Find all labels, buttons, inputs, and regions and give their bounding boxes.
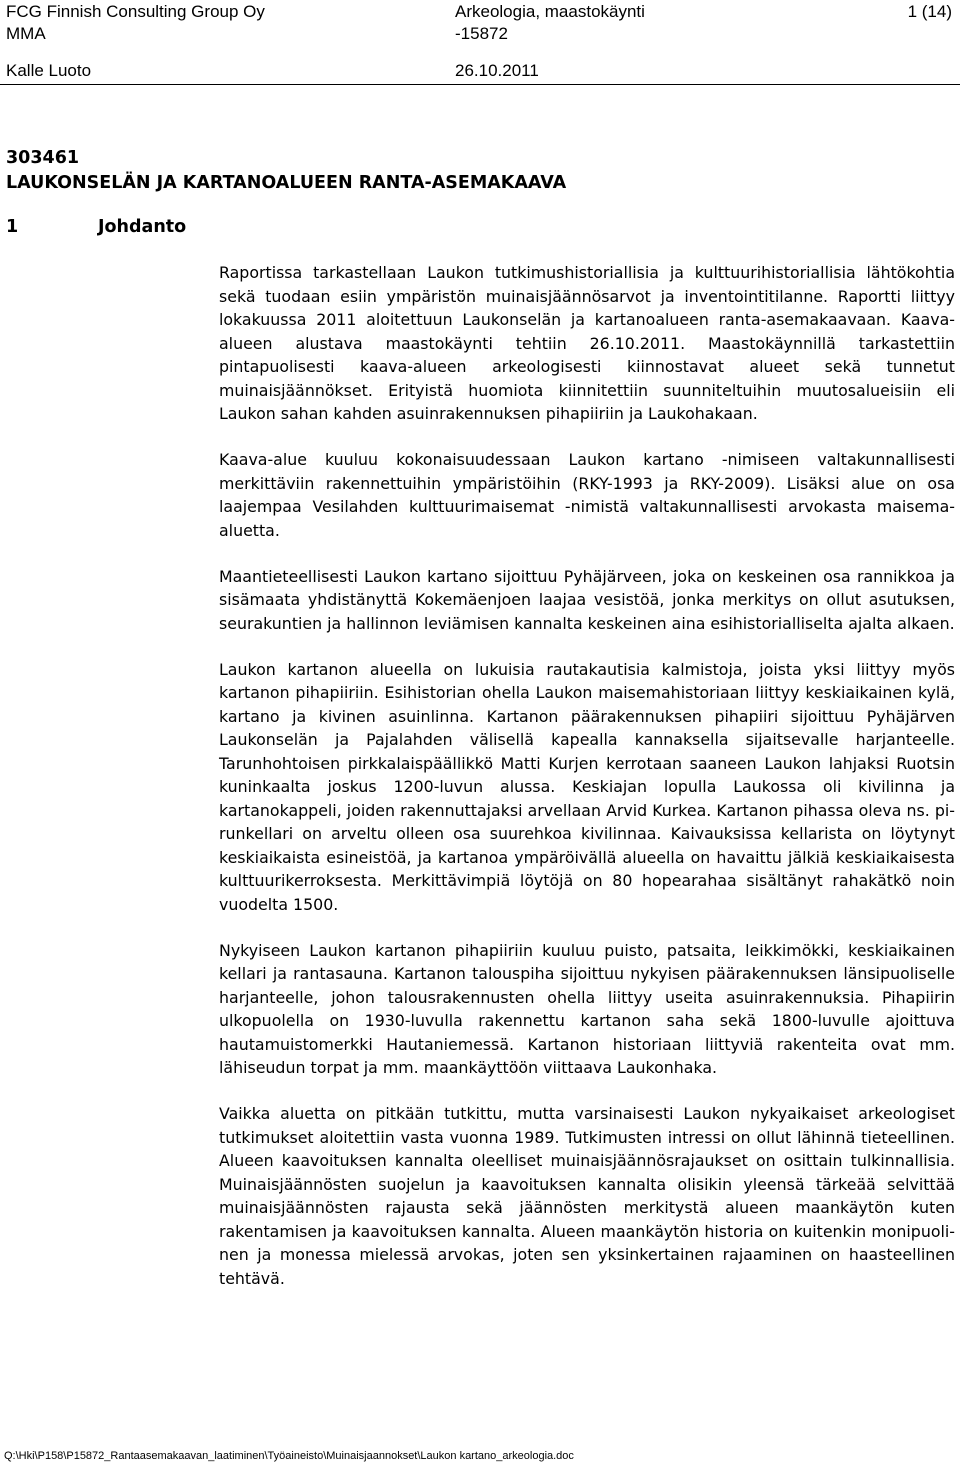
paragraph-4: Laukon kartanon alueella on lukuisia rautakautisia kalmistoja, joista yksi liittyy myös kartanon pihapiiriin. Esihistorian ohella Laukon maisemahistoriaan liittyy keskiaikainen kylä, kartano ja kivinen asuinlinna. Kartanon päärakennuksen pihapiiri sijoittuu Pyhäjärven Laukonselän ja Pajalahden välisellä kapealla kannaksella sijaitsevalle harjanteelle. Tarunhohtoisen pirkkalaispäällikkö Matti Kurjen kerrotaan saaneen Laukon lahjaksi Ruotsin kuninkaalta joskus 1200-luvun alussa. Keskiajan lopulla Laukossa oli kivilinna ja kartanokappeli, joiden rakennuttajaksi arvellaan Arvid Kurkea. Kartanon pihassa oleva ns. pirunkellari on arveltu olleen osa suurehkoa kivilinnaa. Kaivauksissa kellarista on löytynyt keskiaikaista esineistöä, ja kartanoa ympäröivällä alueella on havaittu jälkiä keskiaikaisesta kulttuurikerroksesta. Merkittävimpiä löytöjä on 80 hopearahaa sisältänyt rahakätkö noin vuodelta 1500.	[219, 659, 955, 914]
paragraph-2: Kaava-alue kuuluu kokonaisuudessaan Laukon kartano -nimiseen valtakunnallisesti merkittäviin rakennettuihin ympäristöihin (RKY-1993 ja RKY-2009). Lisäksi alue on osa laajempaa Vesilahden kulttuurimaisemat -nimistä valtakunnallisesti arvokasta maisema-aluetta.	[219, 450, 955, 540]
section-heading	[6, 214, 186, 240]
document-title	[6, 146, 566, 196]
section-number: 1	[6, 217, 19, 237]
section-title: Johdanto	[98, 217, 187, 237]
paragraph-3: Maantieteellisesti Laukon kartano sijoittuu Pyhäjärveen, joka on keskeinen osa rannikkoa ja sisämaata yhdistänyttä Kokemäenjoen laajaa vesistöä, jonka merkitys on ollut asutuksen, seurakuntien ja hallinnon leviämisen kannalta keskeinen aina esihistorialliselta ajalta alkaen.	[219, 566, 955, 633]
paragraph-6: Vaikka aluetta on pitkään tutkittu, mutta varsinaisesti Laukon nykyaikaiset arkeologiset tutkimukset aloitettiin vasta vuonna 1989. Tutkimusten intressi on ollut lähinnä tieteellinen. Alueen kaavoituksen kannalta oleelliset muinaisjäännösrajaukset on osittain tulkinnallisia. Muinaisjäännösten suojelun ja kaavoituksen kannalta olisikin yleensä tärkeää selvittää muinaisjäännösten rajausta sekä jäännösten merkitystä alueen maankäytön kuten rakentamisen ja kaavoituksen kannalta. Alueen maankäytön historia on kuitenkin monipuolinen ja monessa mielessä arvokas, joten sen yksinkertainen rajaaminen on haasteellinen tehtävä.	[219, 1104, 955, 1288]
paragraph-5: Nykyiseen Laukon kartanon pihapiiriin kuuluu puisto, patsaita, leikkimökki, keskiaikainen kellari ja rantasauna. Kartanon talouspiha sijoittuu nykyisen päärakennuksen länsipuoliselle harjanteelle, johon talousrakennusten ohella liittyy useita asuinrakennuksia. Pihapiirin ulkopuolella on 1930-luvulla rakennettu kartanon saha sekä 1800-luvulle ajoittuva hautamuistomerkki Hautaniemessä. Kartanon historiaan liittyviä rakenteita ovat mm. lähiseudun torpat ja mm. maankäyttöön viittaava Laukonhaka.	[219, 940, 955, 1077]
header-company-block	[6, 1, 265, 45]
paragraph-1: Raportissa tarkastellaan Laukon tutkimushistoriallisia ja kulttuurihistoriallisia lähtökohtia sekä tuodaan esiin ympäristön muinaisjäännösarvot ja inventointitilanne. Raportti liittyy lokakuussa 2011 aloitettuun Laukonselän ja kartanoalueen ranta-asemakaavaan. Kaava-alueen alustava maastokäynti tehtiin 26.10.2011. Maastokäynnillä tarkastettiin pintapuolisesti kaava-alueen arkeologisesti kiinnostavat alueet sekä tunnetut muinaisjäännökset. Erityistä huomiota kiinnitettiin suunniteltuihin muutosalueisiin eli Laukon sahan kahden asuinrakennuksen pihapiiriin ja Laukohakaan.	[219, 263, 955, 423]
header-company: FCG Finnish Consulting Group Oy	[6, 2, 265, 21]
plan-name: LAUKONSELÄN JA KARTANOALUEEN RANTA-ASEMAKAAVA	[6, 173, 567, 193]
header-divider	[0, 84, 960, 85]
project-number: 303461	[6, 148, 80, 168]
body-text	[219, 261, 955, 1313]
header-date: 26.10.2011	[455, 61, 539, 80]
header-document-block	[455, 1, 645, 45]
header-company-unit: MMA	[6, 24, 46, 43]
header-page-number: 1 (14)	[907, 2, 952, 21]
header-author: Kalle Luoto	[6, 61, 92, 80]
header-doc-number: -15872	[455, 24, 508, 43]
footer-file-path: Q:\Hki\P158\P15872_Rantaasemakaavan_laatiminen\Työaineisto\Muinaisjaannokset\Laukon kartano_arkeologia.doc	[4, 1450, 574, 1462]
header-doc-title: Arkeologia, maastokäynti	[455, 2, 645, 21]
page-header	[6, 0, 954, 84]
